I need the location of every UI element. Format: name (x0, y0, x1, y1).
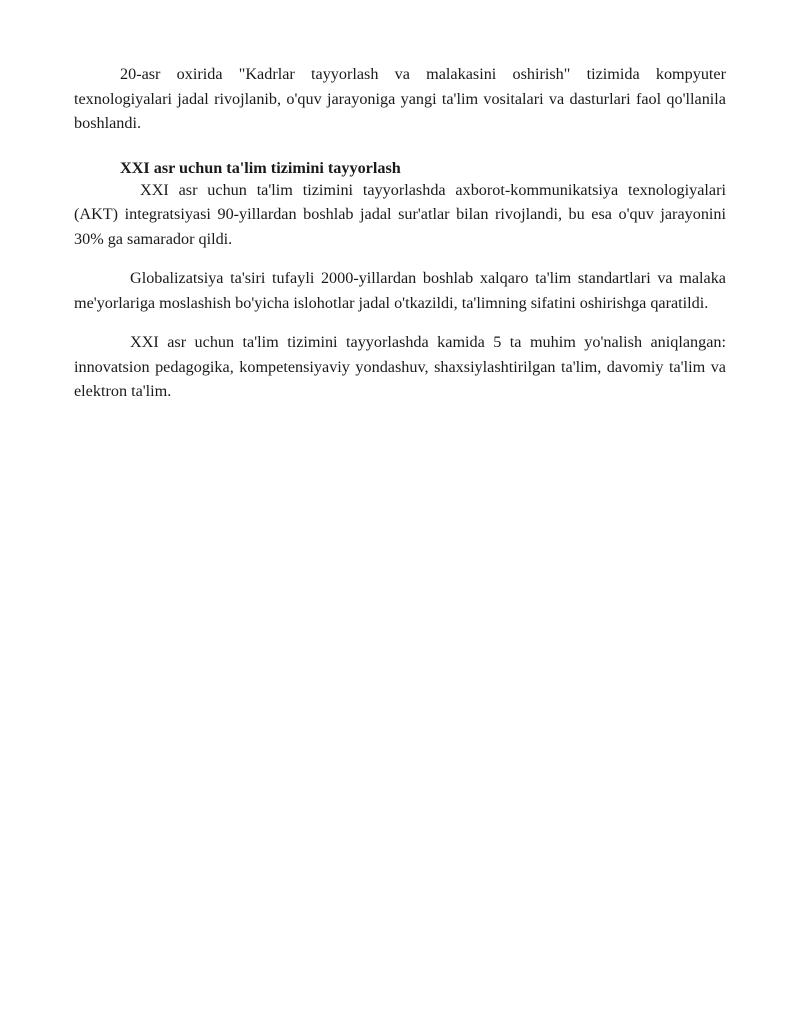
document-body (74, 62, 726, 404)
paragraph-directions: XXI asr uchun ta'lim tizimini tayyorlashda kamida 5 ta muhim yo'nalish aniqlangan: innovatsion pedagogika, kompetensiyaviy yondashuv, shaxsiylashtirilgan ta'lim, davomiy ta'lim va elektron ta'lim. (74, 333, 726, 400)
paragraph-akt: XXI asr uchun ta'lim tizimini tayyorlashda axborot-kommunikatsiya texnologiyalari (AKT) integratsiyasi 90-yillardan boshlab jadal sur'atlar bilan rivojlandi, bu esa o'quv jarayonini 30% ga samarador qildi. (74, 180, 726, 248)
paragraph-intro: 20-asr oxirida "Kadrlar tayyorlash va malakasini oshirish" tizimida kompyuter texnologiyalari jadal rivojlanib, o'quv jarayoniga yangi ta'lim vositalari va dasturlari faol qo'llanila boshlandi. (74, 65, 726, 132)
section-heading: XXI asr uchun ta'lim tizimini tayyorlash (120, 158, 401, 177)
paragraph-globalization: Globalizatsiya ta'siri tufayli 2000-yillardan boshlab xalqaro ta'lim standartlari va malaka me'yorlariga moslashish bo'yicha islohotlar jadal o'tkazildi, ta'limning sifatini oshirishga qaratildi. (74, 269, 726, 312)
